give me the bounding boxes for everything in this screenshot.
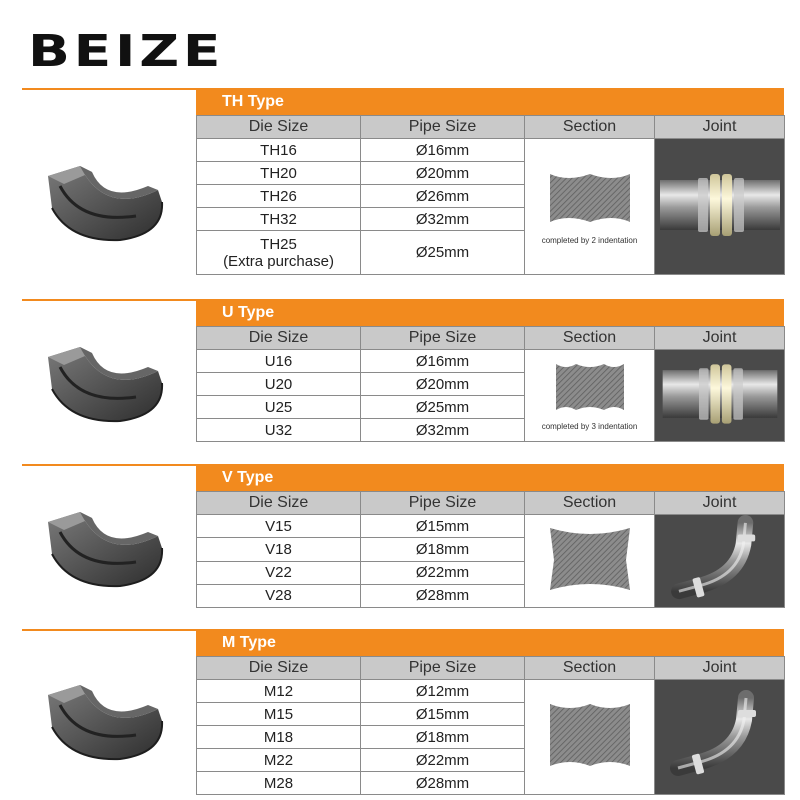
section-rule	[22, 88, 198, 90]
joint-image	[655, 515, 785, 608]
header-die-size: Die Size	[197, 492, 361, 515]
section-diagram	[525, 139, 655, 275]
header-joint: Joint	[655, 657, 785, 680]
header-pipe-size: Pipe Size	[361, 657, 525, 680]
v-spec-table	[196, 491, 785, 608]
pipe-size-cell: Ø15mm	[361, 515, 525, 538]
straight-coupling-icon	[660, 351, 780, 437]
cross-section-3-indent-icon	[542, 360, 638, 414]
die-size-cell: V15	[197, 515, 361, 538]
header-section: Section	[525, 492, 655, 515]
header-section: Section	[525, 657, 655, 680]
pipe-size-cell: Ø16mm	[361, 139, 525, 162]
extra-pipe-size: Ø25mm	[361, 231, 525, 275]
die-size-cell: V22	[197, 561, 361, 584]
pipe-size-cell: Ø25mm	[361, 396, 525, 419]
cross-section-m-icon	[540, 692, 640, 778]
section-rule	[22, 299, 198, 301]
cross-section-2-indent-icon	[542, 168, 638, 228]
header-pipe-size: Pipe Size	[361, 327, 525, 350]
v-die-icon	[40, 492, 170, 592]
section-diagram	[525, 350, 655, 442]
pipe-size-cell: Ø32mm	[361, 208, 525, 231]
pipe-size-cell: Ø18mm	[361, 726, 525, 749]
section-diagram	[525, 515, 655, 608]
header-die-size: Die Size	[197, 116, 361, 139]
pipe-size-cell: Ø32mm	[361, 419, 525, 442]
elbow-fitting-icon	[660, 515, 780, 603]
pipe-size-cell: Ø28mm	[361, 584, 525, 607]
section-title: M Type	[196, 629, 784, 656]
die-size-cell: U20	[197, 373, 361, 396]
die-size-cell: M18	[197, 726, 361, 749]
pipe-size-cell: Ø12mm	[361, 680, 525, 703]
header-pipe-size: Pipe Size	[361, 492, 525, 515]
pipe-size-cell: Ø22mm	[361, 749, 525, 772]
u-die-icon	[40, 327, 170, 427]
cross-section-v-icon	[540, 520, 640, 598]
die-size-cell: U16	[197, 350, 361, 373]
pipe-size-cell: Ø28mm	[361, 772, 525, 795]
section-diagram	[525, 680, 655, 795]
header-joint: Joint	[655, 116, 785, 139]
m-die-icon	[40, 665, 170, 765]
table-row	[197, 680, 785, 703]
die-size-cell: M22	[197, 749, 361, 772]
section-rule	[22, 464, 198, 466]
die-size-cell: TH26	[197, 185, 361, 208]
header-section: Section	[525, 327, 655, 350]
extra-purchase-note: (Extra purchase)	[223, 252, 334, 270]
section-title: TH Type	[196, 88, 784, 115]
section-rule	[22, 629, 198, 631]
header-die-size: Die Size	[197, 657, 361, 680]
table-row	[197, 139, 785, 162]
section-note: completed by 2 indentation	[541, 236, 638, 245]
brand-logo: BEIZE	[28, 26, 225, 77]
m-spec-table	[196, 656, 785, 795]
extra-die-size: TH25	[260, 235, 297, 253]
die-size-cell: TH20	[197, 162, 361, 185]
pipe-size-cell: Ø20mm	[361, 373, 525, 396]
elbow-fitting-icon	[660, 685, 780, 785]
die-size-cell: TH32	[197, 208, 361, 231]
table-row	[197, 350, 785, 373]
pipe-size-cell: Ø26mm	[361, 185, 525, 208]
header-die-size: Die Size	[197, 327, 361, 350]
die-size-cell: TH16	[197, 139, 361, 162]
section-title: U Type	[196, 299, 784, 326]
th-die-icon	[40, 146, 170, 246]
joint-image	[655, 680, 785, 795]
die-size-cell: U32	[197, 419, 361, 442]
pipe-size-cell: Ø15mm	[361, 703, 525, 726]
table-row	[197, 515, 785, 538]
header-section: Section	[525, 116, 655, 139]
extra-die-cell	[197, 231, 361, 275]
section-title: V Type	[196, 464, 784, 491]
section-note: completed by 3 indentation	[541, 422, 638, 431]
die-size-cell: V18	[197, 538, 361, 561]
die-size-cell: U25	[197, 396, 361, 419]
die-size-cell: V28	[197, 584, 361, 607]
pipe-size-cell: Ø22mm	[361, 561, 525, 584]
header-pipe-size: Pipe Size	[361, 116, 525, 139]
die-size-cell: M15	[197, 703, 361, 726]
header-joint: Joint	[655, 327, 785, 350]
straight-coupling-icon	[660, 160, 780, 250]
u-spec-table	[196, 326, 785, 442]
joint-image	[655, 139, 785, 275]
die-size-cell: M12	[197, 680, 361, 703]
th-spec-table	[196, 115, 785, 275]
header-joint: Joint	[655, 492, 785, 515]
joint-image	[655, 350, 785, 442]
pipe-size-cell: Ø20mm	[361, 162, 525, 185]
pipe-size-cell: Ø18mm	[361, 538, 525, 561]
pipe-size-cell: Ø16mm	[361, 350, 525, 373]
die-size-cell: M28	[197, 772, 361, 795]
